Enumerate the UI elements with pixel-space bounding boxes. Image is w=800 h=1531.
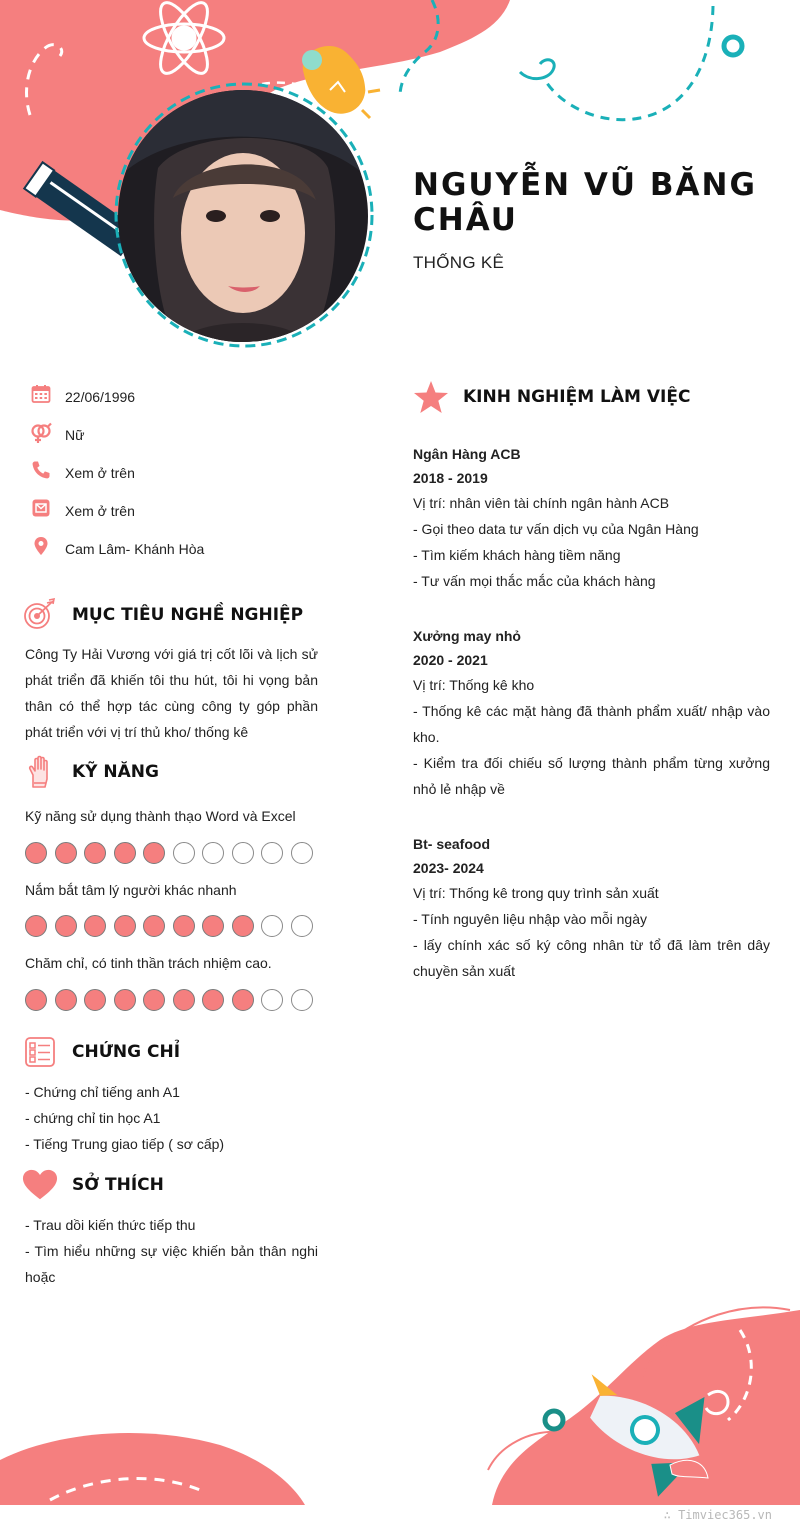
rating-dot-filled xyxy=(143,989,165,1011)
rating-dot-empty xyxy=(291,989,313,1011)
contact-value: Cam Lâm- Khánh Hòa xyxy=(65,541,205,557)
phone-icon xyxy=(30,460,52,482)
rating-dot-filled xyxy=(55,842,77,864)
experience-line: - Tư vấn mọi thắc mắc của khách hàng xyxy=(413,573,656,589)
rating-dot-filled xyxy=(114,989,136,1011)
contact-birthday xyxy=(30,386,330,424)
experience-line: Vị trí: nhân viên tài chính ngân hành ACB xyxy=(413,495,670,511)
experience-line: Vị trí: Thống kê trong quy trình sản xuất xyxy=(413,885,659,901)
contact-value: 22/06/1996 xyxy=(65,389,136,405)
rating-dot-filled xyxy=(84,842,106,864)
certificates-title: CHỨNG CHỈ xyxy=(72,1042,181,1062)
contact-gender xyxy=(30,424,330,462)
experience-line: - Tìm kiếm khách hàng tiềm năng xyxy=(413,547,621,563)
contact-email xyxy=(30,500,330,538)
rating-dot-empty xyxy=(291,842,313,864)
experience-line: Vị trí: Thống kê kho xyxy=(413,677,535,693)
job-title: THỐNG KÊ xyxy=(413,253,505,272)
certificate-item: - Chứng chỉ tiếng anh A1 xyxy=(25,1084,180,1100)
rating-dot-empty xyxy=(261,915,283,937)
avatar xyxy=(118,88,368,344)
rating-dot-empty xyxy=(173,842,195,864)
rating-dot-empty xyxy=(261,842,283,864)
rating-dot-filled xyxy=(202,989,224,1011)
experience-item xyxy=(413,442,770,594)
rating-dot-filled xyxy=(202,915,224,937)
skill-name: Chăm chỉ, có tinh thần trách nhiệm cao. xyxy=(25,955,272,971)
rating-dot-filled xyxy=(114,842,136,864)
rating-dot-filled xyxy=(173,989,195,1011)
objective-title: MỤC TIÊU NGHỀ NGHIỆP xyxy=(72,605,304,625)
gender-icon xyxy=(30,422,52,444)
rating-dot-empty xyxy=(202,842,224,864)
skill-rating xyxy=(25,915,320,937)
skill-rating xyxy=(25,842,320,864)
contact-value: Xem ở trên xyxy=(65,465,135,481)
certificates-heading xyxy=(22,1034,180,1070)
experience-years: 2020 - 2021 xyxy=(413,652,488,668)
watermark: ∴ Timviec365.vn xyxy=(663,1508,772,1522)
experience-line: - lấy chính xác số ký công nhân từ tổ đã làm trên dây chuyền sản xuất xyxy=(413,937,770,979)
rating-dot-filled xyxy=(232,989,254,1011)
hobbies-title: SỞ THÍCH xyxy=(72,1175,164,1195)
rating-dot-filled xyxy=(55,915,77,937)
hobby-item: - Trau dồi kiến thức tiếp thu xyxy=(25,1217,196,1233)
experience-title: KINH NGHIỆM LÀM VIỆC xyxy=(463,387,691,407)
skill-name: Nắm bắt tâm lý người khác nhanh xyxy=(25,882,237,898)
contact-phone xyxy=(30,462,330,500)
experience-item xyxy=(413,832,770,984)
rating-dot-filled xyxy=(143,842,165,864)
contact-value: Nữ xyxy=(65,427,85,443)
rating-dot-filled xyxy=(25,915,47,937)
skills-title: KỸ NĂNG xyxy=(72,762,159,782)
rating-dot-empty xyxy=(291,915,313,937)
skill-rating xyxy=(25,989,320,1011)
heart-icon xyxy=(22,1167,58,1203)
hobby-item: - Tìm hiểu những sự việc khiến bản thân nghi hoặc xyxy=(25,1243,318,1285)
experience-company: Ngân Hàng ACB xyxy=(413,446,521,462)
certificate-item: - chứng chỉ tin học A1 xyxy=(25,1110,161,1126)
certificate-item: - Tiếng Trung giao tiếp ( sơ cấp) xyxy=(25,1136,225,1152)
checklist-icon xyxy=(22,1034,58,1070)
hobbies-heading xyxy=(22,1167,164,1203)
certificates-list xyxy=(25,1079,318,1157)
experience-years: 2018 - 2019 xyxy=(413,470,488,486)
rating-dot-filled xyxy=(25,842,47,864)
email-icon xyxy=(30,498,52,520)
rating-dot-filled xyxy=(143,915,165,937)
rating-dot-filled xyxy=(173,915,195,937)
experience-line: - Thống kê các mặt hàng đã thành phẩm xuất/ nhập vào kho. xyxy=(413,703,770,745)
avatar-portrait xyxy=(118,88,368,344)
experience-line: - Kiểm tra đối chiếu số lượng thành phẩm từng xưởng nhỏ lẻ nhập về xyxy=(413,755,770,797)
experience-company: Xưởng may nhỏ xyxy=(413,628,521,644)
hand-icon xyxy=(22,754,58,790)
calendar-icon xyxy=(30,384,52,406)
experience-years: 2023- 2024 xyxy=(413,860,484,876)
objective-heading xyxy=(22,597,303,633)
star-icon xyxy=(413,379,449,415)
rating-dot-empty xyxy=(261,989,283,1011)
target-icon xyxy=(22,597,58,633)
candidate-name: NGUYỄN VŨ BĂNG CHÂU xyxy=(413,167,757,238)
objective-text: Công Ty Hải Vương với giá trị cốt lõi và lịch sử phát triển đã khiến tôi thu hút, tôi hi vọng bản thân có thể hợp tác cùng công ty góp phần phát triển với vị trí thủ kho/ thống kê xyxy=(25,646,318,740)
experience-item xyxy=(413,624,770,802)
rating-dot-filled xyxy=(114,915,136,937)
rating-dot-filled xyxy=(232,915,254,937)
skills-heading xyxy=(22,754,159,790)
experience-company: Bt- seafood xyxy=(413,836,490,852)
contact-list xyxy=(30,386,330,576)
rating-dot-filled xyxy=(25,989,47,1011)
rating-dot-filled xyxy=(84,989,106,1011)
contact-value: Xem ở trên xyxy=(65,503,135,519)
location-icon xyxy=(30,536,52,558)
skill-name: Kỹ năng sử dụng thành thạo Word và Excel xyxy=(25,808,296,824)
contact-address xyxy=(30,538,330,576)
experience-line: - Tính nguyên liệu nhập vào mỗi ngày xyxy=(413,911,648,927)
hobbies-list xyxy=(25,1212,318,1290)
experience-line: - Gọi theo data tư vấn dịch vụ của Ngân Hàng xyxy=(413,521,699,537)
rating-dot-empty xyxy=(232,842,254,864)
rating-dot-filled xyxy=(84,915,106,937)
rating-dot-filled xyxy=(55,989,77,1011)
experience-heading xyxy=(413,379,690,415)
